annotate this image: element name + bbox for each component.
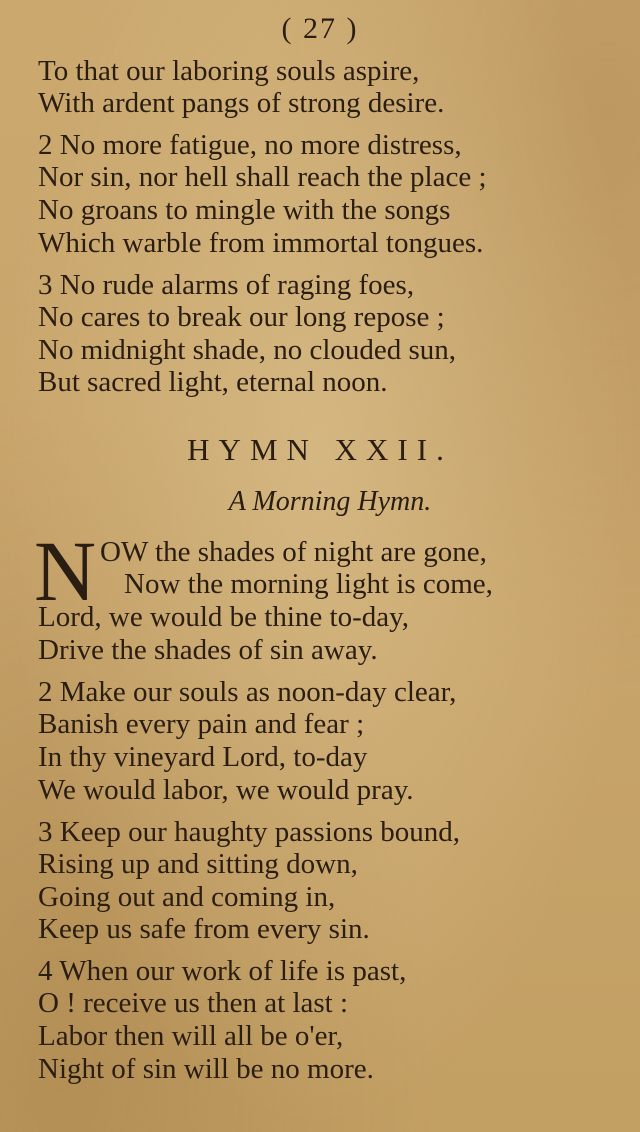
verse-line: We would labor, we would pray. [38,774,414,806]
verse-line: Drive the shades of sin away. [38,634,378,666]
verse-line: With ardent pangs of strong desire. [38,87,445,119]
verse-line: Rising up and sitting down, [38,848,358,880]
verse-line: 3 No rude alarms of raging foes, [38,269,415,301]
verse-line: O ! receive us then at last : [38,987,349,1019]
drop-cap: N [34,523,97,619]
verse-line: But sacred light, eternal noon. [38,366,388,398]
verse-line: In thy vineyard Lord, to-day [38,741,368,773]
verse-line: 4 When our work of life is past, [38,955,407,987]
verse-line: Lord, we would be thine to-day, [38,601,409,633]
verse-line: 2 Make our souls as noon-day clear, [38,676,457,708]
verse-line: Banish every pain and fear ; [38,708,365,740]
verse-line: Labor then will all be o'er, [38,1020,344,1052]
verse-line: Keep us safe from every sin. [38,913,370,945]
hymn-subtitle: A Morning Hymn. [228,486,432,517]
hymn-title: HYMN XXII. [187,432,453,467]
verse-line: Now the morning light is come, [124,568,493,600]
verse-line: OW the shades of night are gone, [100,536,487,568]
verse-line: 3 Keep our haughty passions bound, [38,816,461,848]
page-number: ( 27 ) [281,12,359,45]
verse-line: No groans to mingle with the songs [38,194,451,226]
verse-line: 2 No more fatigue, no more distress, [38,129,462,161]
verse-line: Going out and coming in, [38,881,336,913]
verse-line: No cares to break our long repose ; [38,301,445,333]
verse-line: Nor sin, nor hell shall reach the place ; [38,161,487,193]
verse-line: Which warble from immortal tongues. [38,227,484,259]
verse-line: No midnight shade, no clouded sun, [38,334,457,366]
verse-line: To that our laboring souls aspire, [38,55,420,87]
verse-line: Night of sin will be no more. [38,1053,374,1085]
